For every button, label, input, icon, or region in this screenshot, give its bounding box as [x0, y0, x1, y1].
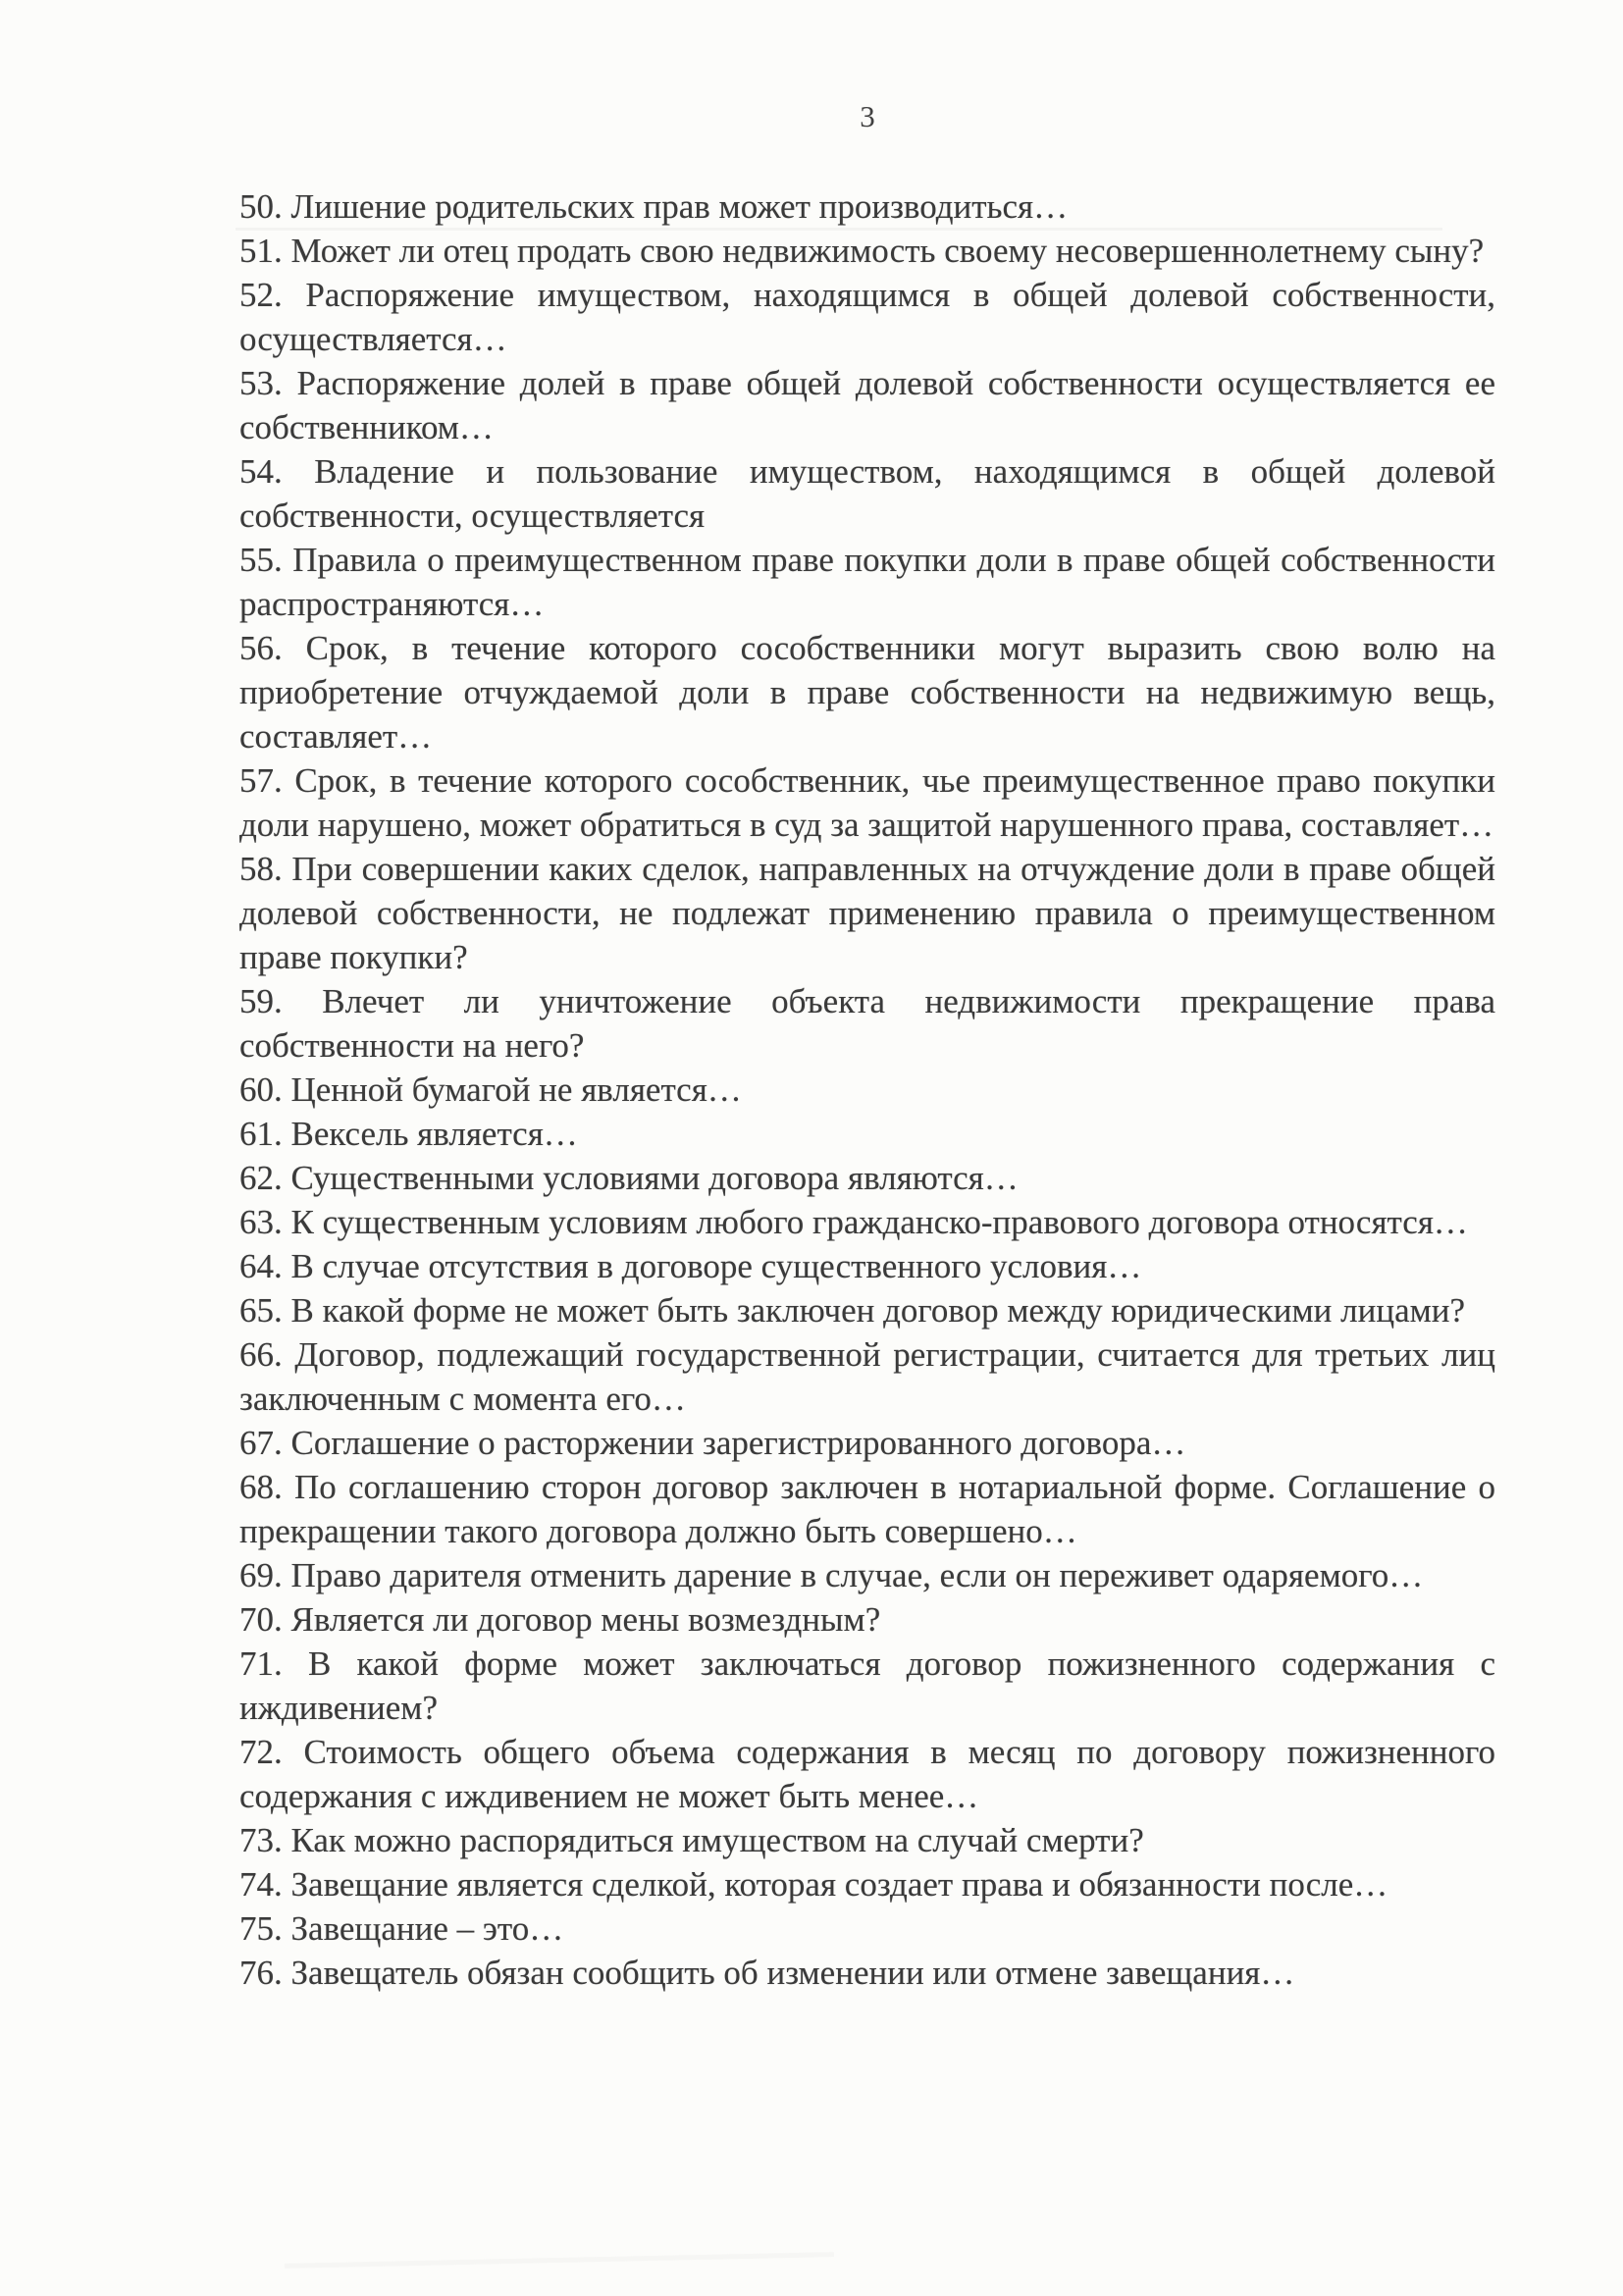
question-item-71: 71. В какой форме может заключаться договор пожизненного содержания с иждивением? [239, 1644, 1495, 1727]
question-item-61: 61. Вексель является… [239, 1115, 578, 1153]
question-item-53: 53. Распоряжение долей в праве общей долевой собственности осуществляется ее собственником… [239, 364, 1495, 446]
question-item-57: 57. Срок, в течение которого сособственник, чье преимущественное право покупки доли нарушено, может обратиться в суд за защитой нарушенного права, составляет… [239, 761, 1495, 844]
question-item-64: 64. В случае отсутствия в договоре существенного условия… [239, 1247, 1142, 1285]
question-item-58: 58. При совершении каких сделок, направленных на отчуждение доли в праве общей долевой собственности, не подлежат применению правила о преимущественном праве покупки? [239, 850, 1495, 976]
question-item-68: 68. По соглашению сторон договор заключен в нотариальной форме. Соглашение о прекращении такого договора должно быть совершено… [239, 1468, 1495, 1550]
scan-artifact [285, 2252, 834, 2269]
question-item-67: 67. Соглашение о расторжении зарегистрированного договора… [239, 1424, 1186, 1462]
question-item-69: 69. Право дарителя отменить дарение в случае, если он переживет одаряемого… [239, 1556, 1424, 1594]
scan-artifact [236, 228, 1442, 231]
question-item-62: 62. Существенными условиями договора являются… [239, 1159, 1019, 1197]
page-number: 3 [860, 99, 875, 133]
question-item-73: 73. Как можно распорядиться имуществом на случай смерти? [239, 1821, 1144, 1859]
question-item-60: 60. Ценной бумагой не является… [239, 1070, 742, 1109]
question-item-52: 52. Распоряжение имуществом, находящимся в общей долевой собственности, осуществляется… [239, 276, 1495, 358]
question-item-56: 56. Срок, в течение которого сособственники могут выразить свою волю на приобретение отчуждаемой доли в праве собственности на недвижимую вещь, составляет… [239, 629, 1495, 756]
question-item-63: 63. К существенным условиям любого гражданско-правового договора относятся… [239, 1203, 1468, 1241]
question-list [239, 184, 1495, 1995]
question-item-75: 75. Завещание – это… [239, 1909, 564, 1948]
question-item-70: 70. Является ли договор мены возмездным? [239, 1600, 881, 1639]
question-item-59: 59. Влечет ли уничтожение объекта недвижимости прекращение права собственности на него? [239, 982, 1495, 1065]
question-item-51: 51. Может ли отец продать свою недвижимость своему несовершеннолетнему сыну? [239, 232, 1485, 270]
question-item-74: 74. Завещание является сделкой, которая создает права и обязанности после… [239, 1865, 1388, 1904]
question-item-50: 50. Лишение родительских прав может производиться… [239, 187, 1069, 226]
question-item-55: 55. Правила о преимущественном праве покупки доли в праве общей собственности распространяются… [239, 541, 1495, 623]
question-item-72: 72. Стоимость общего объема содержания в месяц по договору пожизненного содержания с иждивением не может быть менее… [239, 1733, 1495, 1815]
question-item-65: 65. В какой форме не может быть заключен договор между юридическими лицами? [239, 1291, 1466, 1330]
question-item-76: 76. Завещатель обязан сообщить об изменении или отмене завещания… [239, 1954, 1295, 1992]
question-item-54: 54. Владение и пользование имуществом, находящимся в общей долевой собственности, осуществляется [239, 452, 1495, 535]
question-item-66: 66. Договор, подлежащий государственной регистрации, считается для третьих лиц заключенным с момента его… [239, 1335, 1495, 1418]
